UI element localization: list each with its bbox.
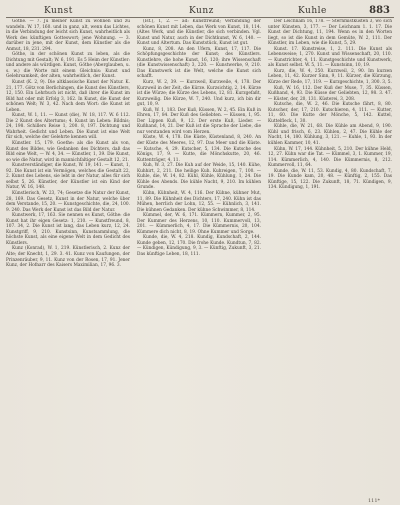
column-paragraph: Kunst. 17. Kunstreise, 1, 2. 111. Die Kunst als Lebensweise; 1, 270. Kunst und Wissenschaft, 20, 110. — Kunstrichter, 4, 11. Kunstgeschichte und Kunstwerk, als Kunst selbst. W. 5, 11. — Kunstsinn, 10, 19. [268, 46, 392, 69]
column-paragraph: Kutsche, die, W. 2, 46. Die Kutsche fährt, 8, 80. Kutscher, der, 17, 210. Kutschieren, 4, 111. — Kutter, 11, 60. Die Kutte der Mönche, 5, 142. Kuttel, Kuttelfleck, 1, 30. [268, 102, 392, 124]
column-paragraph: Kunst, W. 1, 11. — Kunst (die), W. 18, 117. W. 6 112. Die 2 Kunst des Altertums; 4. Kunst im Leben: Bildnis; 24, 198. Schillers Reise 1, 200. 8, 197. Dichtung und Wahrheit. Gedicht und Leben. Die Kunst ist eine Welt für sich, welche der Gelehrte kennen will. [6, 113, 130, 141]
signature-mark: 111* [367, 498, 380, 504]
column-paragraph: Kunz, 8, 208. An den Ufern, Kunst, 17, 117. Die Schöpfungsgeschichte der Kunst; des Künstlers. Kunstlehre, die hohe Kunst, 16, 120; ihre Wissenschaft (die Kunstwissenschaft) 3, 220. — Kunstwerke, 9, 210. Das Kunstwerk ist die Welt, welche die Kunst sich schafft. [137, 46, 261, 80]
column-1 [6, 19, 130, 497]
column-paragraph: Kunst (K. 2, 9). Die altklassische Kunst der Natur. K. 21, 177. Götz von Berlichingen, die Kunst des Künstlers, 12, 150. Ein Lehrbuch ist nicht, daß ihrer die Kunst im Bild hat oder mit Erfolg 3, 162. In Kunst, die Kunst der schönen Welt; W. 3, 42. Nach dem Wort: die Kunst ist Leben. [6, 80, 130, 113]
header-rule [6, 17, 394, 18]
column-paragraph: Künstler. 15, 179. Goethe: als die Kunst als von, Kunst des Bildes, wie Gedanken des Dichters, daß das Bild eine Welt, — W. 4, 34. — Künstler, 1, 39. Die Kunst, so wie die Natur, wird in mannichfaltiger Gestalt 12, 21. [6, 141, 130, 163]
text-columns [6, 19, 394, 497]
column-paragraph: Kunz (Konrad), W. 1, 219. Künstlerisch, 2. Kunz der Alte; der Knecht, 1, 29. 3. 41. Kunz von Kaufungen, der Prinzenräuber, 9, 11. Kunz von der Rosen, 17, 91. Jener Kunz, der Hofnarr des Kaisers Maximilian, 17, 96. 3. [6, 246, 130, 269]
column-paragraph: Göthe, in der schönen Kunst zu leben, als die Dichtung mit Gestalt; W. 6, 191. Es 5 Heim der Künstler: und andere als würdigen. Kunst, Göthe (Aberglauben, u. s. w.) die Worte mit einem Gleichnis: Kunst und Gelehrsamkeit, der alten, wahrheitlich, der Kunst. [6, 52, 130, 80]
column-paragraph: Küste, W. 4, 178. Die Küste, Küstenland, 8, 240. An der Küste des Meeres, 12, 97. Das Meer und die Küste. — Kutsche, 4, 29. Kutscher, 5, 134. Die Kutsche des Königs, 17, 9. — Kutte, die Mönchskutte, 20, 46. Kuttenträger, 4, 11. [137, 135, 261, 163]
column-paragraph: Kühn, Kühnheit, W. 4, 116. Der Kühne, kühner Mut, 11, 89. Die Kühnheit des Dichters, 17, 240. Kühn ist das Mühen, herrlich der Lohn, 12, 55. — Kühnlich, 3, 141. Die kühnen Gedanken. Der kühne Schwimmer, 8, 114. [137, 190, 261, 213]
page-number: 883 [369, 5, 390, 16]
column-2 [137, 19, 261, 497]
column-paragraph: Kuh, W. 3, 27. Die Kuh auf der Weide, 15, 140. Kühe, Kuhhirt, 2, 211. Die heilige Kuh. Kuhreigen, 7, 100. — Kuhle, die, W. 14, 82. Kühl, Kühle, Kühlung, 1, 24. Die Kühle des Abends. Die kühle Nacht, 9, 210. Im kühlen Grunde. [137, 163, 261, 191]
column-paragraph: Der Leichnam 16, 178. — Sternmistkusten 3, wo sich unter Künsten, 3, 177. — Der Leichnam 1. 1. 17. Die Kunst der Dichtung, 11, 194. Wenn es in den Worten liegt, so ist die Kunst in dem Gemüte, W. 2, 111. Der Künstler, im Leben, wie die Kunst, 5, 29. [268, 19, 392, 47]
column-paragraph: (Ist.), 1, 2. — ad: Kunstfreund; Verbindung der schönen Kunst mit Leben, das Werk von Kunst, 18, 114. (Altes Werk, und die Künstler, die sich verbinden. Vgl. Kunst und Natur, auch in der Dichtkunst, W. 6, 140. — Kunst und Altertum. Das Kunststück, Kunst ist gut. [137, 19, 261, 47]
column-paragraph: Kuß, W. 1, 183. Der Kuß, Küssen, W. 2, 45. Ein Kuß in Ehren, 17, 84. Der Kuß des Geliebten. — Küssen, 1, 95. Der Lippen Kuß, 9, 12. Der erste Kuß, Lieder. — Kußhand, 14, 21. Der Kuß ist die Sprache der Liebe, die nur verstanden wird vom Herzen. [137, 107, 261, 135]
column-paragraph: Kunstverständiger, die Kunst, W. 19, 141. — Kunst, 1, 92. Die Kunst ist ein Vermögen, welches die Gestalt 22, 2. Kunst des Lebens, sie lebt in der Natur, alles für sich selbst 5, 26. Künstler, der Künstler ist ein Kind der Natur, W. 16, 148. [6, 163, 130, 191]
column-paragraph: Göthe. — 7. Ju meiner Kunst zu wohnen und zu wandeln. W. 17, 160. und in ganz, alt, wenn das Lichtes, in die Verbindung der leicht sich Kunst, wahrheitlich als Werk des künftigen Gotteswort; jene Wohnung. — 3. darüber in jene, mit der Kunst, dem Künstler als die Anmut, 18, 231. 294. [6, 19, 130, 52]
running-header [6, 4, 394, 18]
column-paragraph: Kurz, die, W. 4, 250. Kurzweil, 2, 90. Im kurzen Leben, 11, 42. Kurzer Sinn, 9, 11. Kürzer, die Kürzung, Kürze der Rede, 17, 119. — Kurzgeschichte, 1, 300. 3, 5. [268, 68, 392, 86]
header-center-word: Kunz [189, 6, 214, 16]
column-paragraph: Kühn, W. 17, 144. Kühnheit, 5, 210. Der kühne Held, 12, 27. Kühn war die Tat. — Kümmel, 3, 1. Kummer, 19, 114. Kümmerlich, 4, 140. Die Kümmernis, 8, 212. Kummervoll, 11, 64. [268, 146, 392, 169]
header-right-word: Kuhle [298, 6, 327, 16]
column-paragraph: Künstlerisch, W. 23, 74; Gesetze die Natur der Kunst, 28, 169. Das Gesetz, Kunst in der Natur, welche über dem Verstande, 15, 20. — Kunstgeschichte, die, 24, 100. 9. 240. Das Werk der Kunst ist das Bild der Natur. [6, 190, 130, 213]
column-paragraph: Kühle, die, W. 21, 68. Die Kühle am Abend, 9, 190. Kühl und frisch, 6, 23. Kühlen, 2, 47. Die Kühle der Nacht, 14, 180. Kühlung, 3, 121. — Kuhle, 1, 93. In der kühlen Kammer, 10, 41. [268, 124, 392, 147]
header-left-word: Kunst [44, 6, 73, 16]
column-paragraph: Kuß, W. 16, 112. Der Kuß der Muse, 7, 35. Küssen, Kußhand, 4, 93. Die Küsse der Geliebten, 12, 98. 3. 47. — Küster, der, 20, 131. Küsterei, 3, 208. [268, 85, 392, 102]
column-paragraph: Kurz, W. 2, 39. — Kurzweil, Kurzweile, 4, 178. Der Kurzweil in der Zeit, die Kürze. Kurzsichtig, 2, 14. Kürze ist die Würze; die Kürze des Lebens, 12, 81. Kurzgefaßt, Kurzweilig. Die Kürze, W. 7, 240. Und kurz, ich bin dir gut, 10, 9. [137, 80, 261, 108]
column-3 [268, 19, 392, 497]
column-paragraph: Kümmel, der, W. 6, 171. Kümmern, Kummer, 2, 95. Der Kummer des Herzens, 10, 110. Kummervoll, 13, 201. — Kümmerlich, 4, 17. Die Kümmernis, 20, 104. Kümmere dich nicht, 8, 19. Ohne Kummer und Sorge. [137, 213, 261, 235]
column-paragraph: Kunde, die, W. 11, 53. Kundig, 4, 80. Kundschaft, 7, 19. Die Kunde kam, 20, 48. — Künftig, 2, 155. Das Künftige, 15, 122. Die Zukunft, 18, 71. Kündigen, 9, 134. Kündigung, 1, 191. [268, 168, 392, 191]
column-paragraph: Kunstwerk, 17, 163. Sie nennen es Kunst, Göthe: die Kunst hat ihr eigen Gesetz: 1, 210. — Kunstfreund, 8, 107. 34, 2. Die Kunst ist lang, das Leben kurz, 12, 24. Kunstgriff, 9, 210. Kunstsinn, Kunstsammlung, die höchste Kunst, als eine eigene Welt in dem Gedicht des Künstlers. [6, 213, 130, 246]
column-paragraph: Kunde, die, W. 4, 218. Kundig, Kundschaft, 2, 144. Kunde geben, 12, 170. Die frohe Kunde. Kundtun, 7, 82. — Kündigen, Kündigung, 9, 3. — Künftig, Zukunft, 3, 21. Das künftige Leben, 18, 111. [137, 235, 261, 257]
